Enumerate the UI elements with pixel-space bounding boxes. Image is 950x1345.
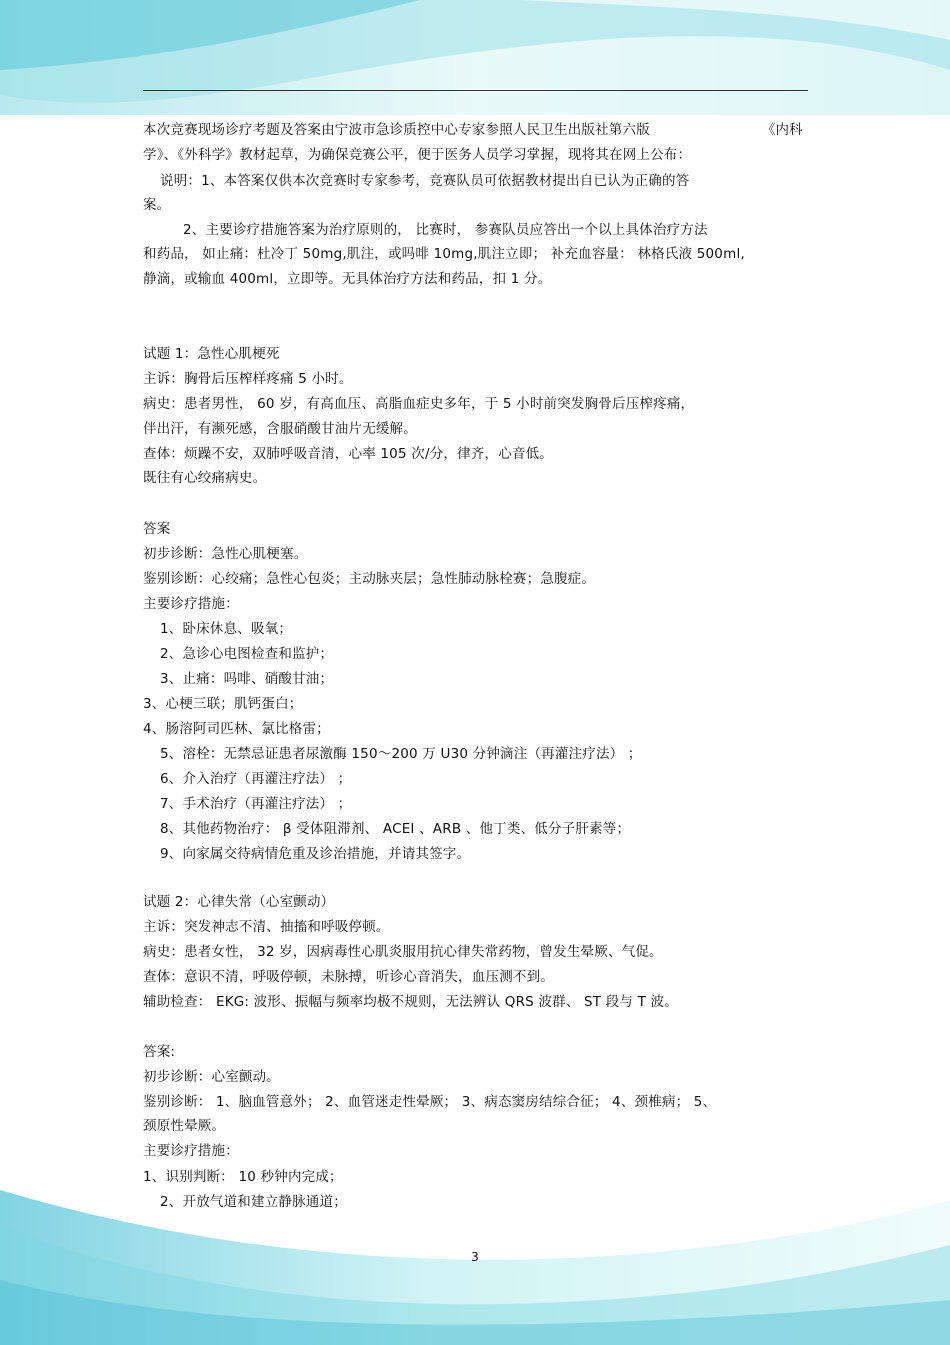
q2-answer-label: 答案: <box>143 1044 176 1060</box>
q2-differential-2: 颈原性晕厥。 <box>143 1118 226 1134</box>
q2-treatment-label: 主要诊疗措施： <box>143 1143 239 1159</box>
q1-treatment-item: 3、止痛：吗啡、硝酸甘油； <box>160 671 334 687</box>
q2-differential-1: 鉴别诊断： 1、脑血管意外； 2、血管迷走性晕厥； 3、病态窦房结综合征； 4、颈椎病； 5、 <box>143 1094 717 1110</box>
q2-auxiliary-exam: 辅助检查： EKG: 波形、振幅与频率均极不规则，无法辨认 QRS 波群、 ST 段与 T 波。 <box>143 994 678 1010</box>
q1-exam: 查体：烦躁不安，双肺呼吸音清，心率 105 次/分，律齐，心音低。 <box>143 446 553 462</box>
q2-history: 病史：患者女性， 32 岁，因病毒性心肌炎服用抗心律失常药物，曾发生晕厥、气促。 <box>143 944 663 960</box>
q1-treatment-item: 4、肠溶阿司匹林、氯比格雷； <box>143 721 330 737</box>
q1-treatment-item: 1、卧床休息、吸氧； <box>160 621 293 637</box>
q1-treatment-item: 5、溶栓：无禁忌证患者尿激酶 150～200 万 U30 分钟滴注（再灌注疗法） ； <box>160 746 642 762</box>
q2-treatment-item: 2、开放气道和建立静脉通道； <box>160 1194 347 1210</box>
intro-line-1: 本次竞赛现场诊疗考题及答案由宁波市急诊质控中心专家参照人民卫生出版社第六版 <box>143 122 650 138</box>
q1-treatment-item: 6、介入治疗（再灌注疗法） ； <box>160 771 352 787</box>
intro-line-7: 静滴，或输血 400ml，立即等。无具体治疗方法和药品，扣 1 分。 <box>143 271 552 287</box>
intro-line-3: 说明：1、本答案仅供本次竞赛时专家参考，竞赛队员可依据教材提出自已认为正确的答 <box>160 173 690 189</box>
q1-differential: 鉴别诊断：心绞痛；急性心包炎；主动脉夹层；急性肺动脉栓赛；急腹症。 <box>143 571 596 587</box>
q1-treatment-item: 2、急诊心电图检查和监护； <box>160 646 334 662</box>
q2-complaint: 主诉：突发神志不清、抽搐和呼吸停顿。 <box>143 919 390 935</box>
q2-diagnosis: 初步诊断：心室颤动。 <box>143 1069 280 1085</box>
q1-treatment-item: 3、心梗三联；肌钙蛋白； <box>143 696 303 712</box>
header-rule <box>143 90 808 91</box>
intro-line-5: 2、主要诊疗措施答案为治疗原则的， 比赛时， 参赛队员应答出一个以上具体治疗方法 <box>183 222 708 238</box>
q2-treatment-item: 1、识别判断： 10 秒钟内完成； <box>143 1169 343 1185</box>
q1-complaint: 主诉：胸骨后压榨样疼痛 5 小时。 <box>143 371 353 387</box>
q1-answer-label: 答案 <box>143 521 171 537</box>
q1-treatment-label: 主要诊疗措施： <box>143 596 239 612</box>
q1-title: 试题 1：急性心肌梗死 <box>143 346 280 362</box>
q1-treatment-item: 8、其他药物治疗： β 受体阻滞剂、 ACEI 、ARB 、他丁类、低分子肝素等； <box>160 821 631 837</box>
q1-history-1: 病史：患者男性， 60 岁，有高血压、高脂血症史多年，于 5 小时前突发胸骨后压榨疼痛， <box>143 396 695 412</box>
intro-line-1-end: 《内科 <box>762 122 803 138</box>
intro-line-2: 学》、《外科学》教材起草，为确保竞赛公平，便于医务人员学习掌握，现将其在网上公布： <box>143 147 692 163</box>
q2-title: 试题 2：心律失常（心室颤动） <box>143 894 335 910</box>
q2-exam: 查体：意识不清，呼吸停顿，未脉搏，听诊心音消失，血压测不到。 <box>143 969 554 985</box>
intro-line-6: 和药品， 如止痛：杜冷丁 50mg,肌注，或吗啡 10mg,肌注立即； 补充血容量： 林格氏液 500ml, <box>143 246 745 262</box>
intro-line-4: 案。 <box>143 197 171 213</box>
q1-history-2: 伴出汗，有濒死感，含服硝酸甘油片无缓解。 <box>143 421 417 437</box>
q1-past: 既往有心绞痛病史。 <box>143 470 267 486</box>
q1-treatment-item: 7、手术治疗（再灌注疗法） ； <box>160 796 352 812</box>
q1-diagnosis: 初步诊断：急性心肌梗塞。 <box>143 546 308 562</box>
q1-treatment-item: 9、向家属交待病情危重及诊治措施，并请其签字。 <box>160 846 471 862</box>
page-number: 3 <box>471 1250 479 1264</box>
